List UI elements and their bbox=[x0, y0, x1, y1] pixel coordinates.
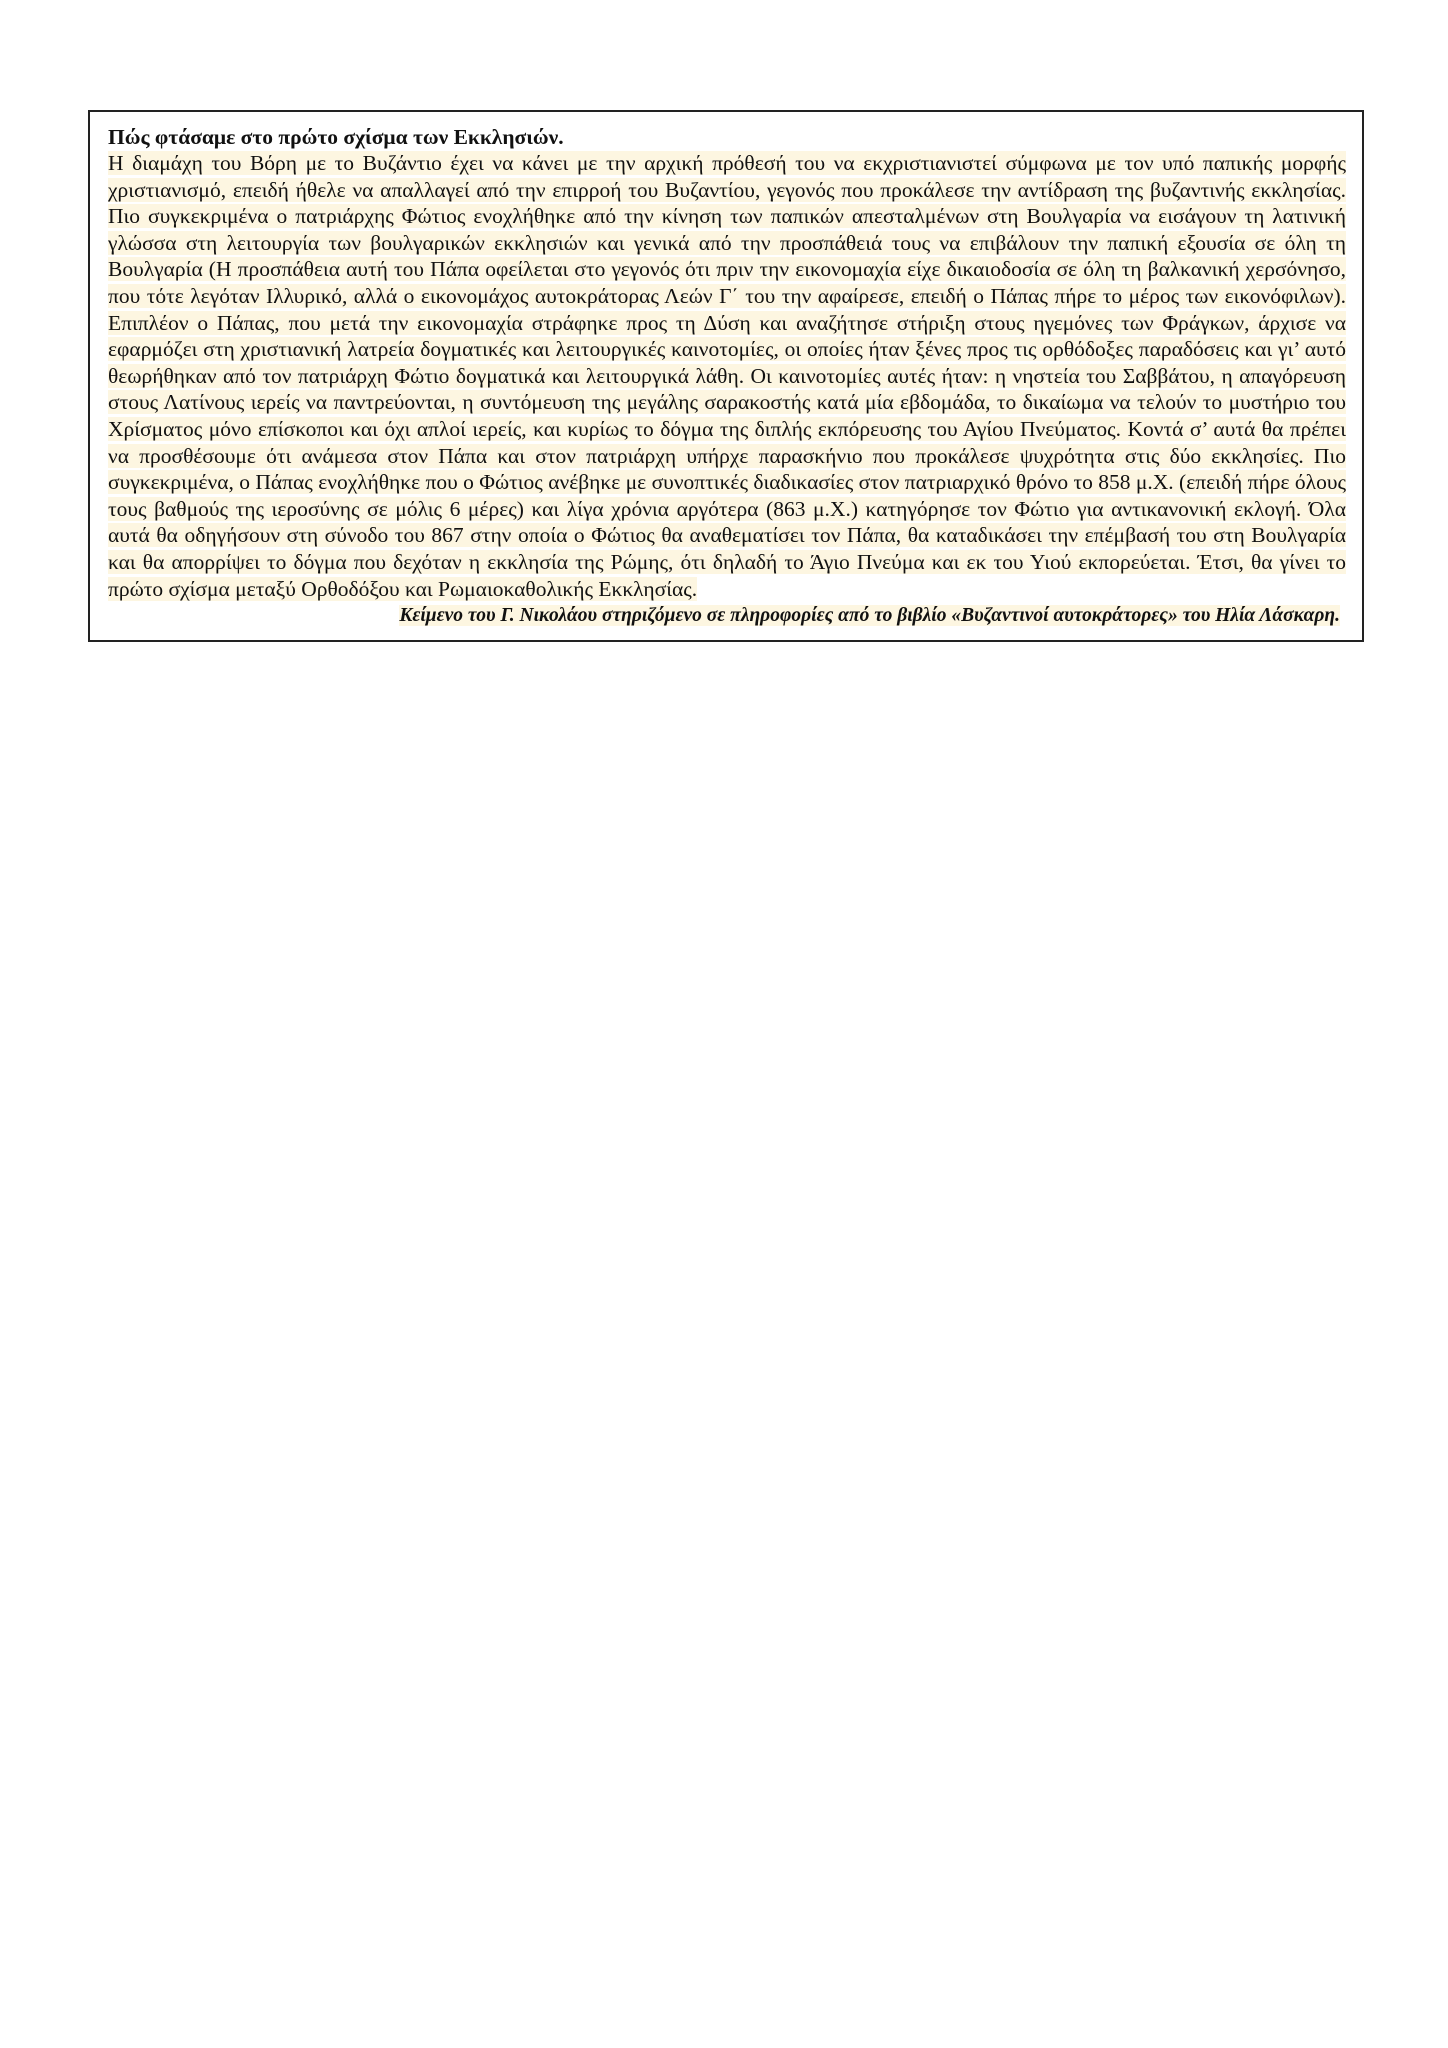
article-credit bbox=[108, 602, 1346, 630]
article-body bbox=[108, 150, 1346, 602]
article-credit-text: Κείμενο του Γ. Νικολάου στηριζόμενο σε πληροφορίες από το βιβλίο «Βυζαντινοί αυτοκράτορες» του Ηλία Λάσκαρη. bbox=[399, 605, 1340, 627]
article-title: Πώς φτάσαμε στο πρώτο σχίσμα των Εκκλησιών. bbox=[108, 125, 564, 149]
article-body-text: Η διαμάχη του Βόρη με το Βυζάντιο έχει να κάνει με την αρχική πρόθεσή του να εκχριστιανιστεί σύμφωνα με τον υπό παπικής μορφής χριστιανισμό, επειδή ήθελε να απαλλαγεί από την επιρροή του Βυζαντίου, γεγονός που προκάλεσε την αντίδραση της βυζαντινής εκκλησίας. Πιο συγκεκριμένα ο πατριάρχης Φώτιος ενοχλήθηκε από την κίνηση των παπικών απεσταλμένων στη Βουλγαρία να εισάγουν τη λατινική γλώσσα στη λειτουργία των βουλγαρικών εκκλησιών και γενικά από την προσπάθειά τους να επιβάλουν την παπική εξουσία σε όλη τη Βουλγαρία (Η προσπάθεια αυτή του Πάπα οφείλεται στο γεγονός ότι πριν την εικονομαχία είχε δικαιοδοσία σε όλη τη βαλκανική χερσόνησο, που τότε λεγόταν Ιλλυρικό, αλλά ο εικονομάχος αυτοκράτορας Λεών Γ΄ του την αφαίρεσε, επειδή ο Πάπας πήρε το μέρος των εικονόφιλων). Επιπλέον ο Πάπας, που μετά την εικονομαχία στράφηκε προς τη Δύση και αναζήτησε στήριξη στους ηγεμόνες των Φράγκων, άρχισε να εφαρμόζει στη χριστιανική λατρεία δογματικές και λειτουργικές καινοτομίες, οι οποίες ήταν ξένες προς τις ορθόδοξες παραδόσεις και γι’ αυτό θεωρήθηκαν από τον πατριάρχη Φώτιο δογματικά και λειτουργικά λάθη. Οι καινοτομίες αυτές ήταν: η νηστεία του Σαββάτου, η απαγόρευση στους Λατίνους ιερείς να παντρεύονται, η συντόμευση της μεγάλης σαρακοστής κατά μία εβδομάδα, το δικαίωμα να τελούν το μυστήριο του Χρίσματος μόνο επίσκοποι και όχι απλοί ιερείς, και κυρίως το δόγμα της διπλής εκπόρευσης του Αγίου Πνεύματος. Κοντά σ’ αυτά θα πρέπει να προσθέσουμε ότι ανάμεσα στον Πάπα και στον πατριάρχη υπήρχε παρασκήνιο που προκάλεσε ψυχρότητα στις δύο εκκλησίες. Πιο συγκεκριμένα, ο Πάπας ενοχλήθηκε που ο Φώτιος ανέβηκε με συνοπτικές διαδικασίες στον πατριαρχικό θρόνο το 858 μ.Χ. (επειδή πήρε όλους τους βαθμούς της ιεροσύνης σε μόλις 6 μέρες) και λίγα χρόνια αργότερα (863 μ.Χ.) κατηγόρησε τον Φώτιο για αντικανονική εκλογή. Όλα αυτά θα οδηγήσουν στη σύνοδο του 867 στην οποία ο Φώτιος θα αναθεματίσει τον Πάπα, θα καταδικάσει την επέμβασή του στη Βουλγαρία και θα απορρίψει το δόγμα που δεχόταν η εκκλησία της Ρώμης, ότι δηλαδή το Άγιο Πνεύμα και εκ του Υιού εκπορεύεται. Έτσι, θα γίνει το πρώτο σχίσμα μεταξύ Ορθοδόξου και Ρωμαιοκαθολικής Εκκλησίας. bbox=[108, 151, 1346, 601]
article-box bbox=[88, 110, 1364, 642]
